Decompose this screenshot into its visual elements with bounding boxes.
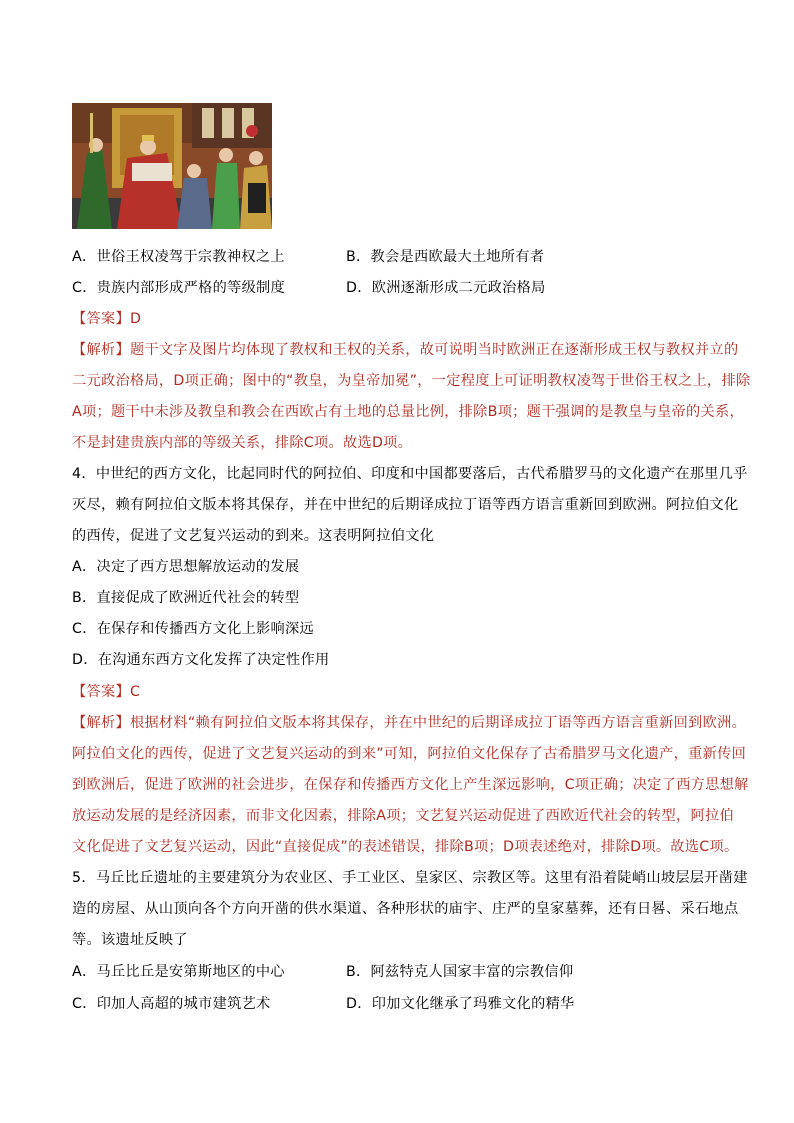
q4-stem-line-3: 的西传，促进了文艺复兴运动的到来。这表明阿拉伯文化 xyxy=(72,528,435,544)
q3-analysis-line-2: 二元政治格局，D项正确；图中的“教皇，为皇帝加冕”，一定程度上可证明教权凌驾于世俗王权之上，排除 xyxy=(72,373,751,389)
q4-option-c: C．在保存和传播西方文化上影响深远 xyxy=(72,621,315,637)
coronation-painting-image xyxy=(72,103,272,229)
q4-option-a: A．决定了西方思想解放运动的发展 xyxy=(72,559,300,575)
q5-stem-line-1: 5．马丘比丘遗址的主要建筑分为农业区、手工业区、皇家区、宗教区等。这里有沿着陡峭山坡层层开凿建 xyxy=(72,870,748,886)
q3-option-b: B．教会是西欧最大土地所有者 xyxy=(346,249,545,265)
q4-analysis-line-4: 放运动发展的是经济因素，而非文化因素，排除A项；文艺复兴运动促进了西欧近代社会的转型，阿拉伯 xyxy=(72,808,734,824)
analysis-label: 【解析】 xyxy=(72,715,130,731)
q5-stem-line-3: 等。该遗址反映了 xyxy=(72,932,188,948)
q3-answer xyxy=(72,309,732,329)
q3-option-c: C．贵族内部形成严格的等级制度 xyxy=(72,280,286,296)
q3-analysis-line-3: A项；题干中未涉及教皇和教会在西欧占有土地的总量比例，排除B项；题干强调的是教皇与皇帝的关系， xyxy=(72,404,744,420)
answer-label: 【答案】 xyxy=(72,684,130,700)
answer-value: D xyxy=(129,311,142,327)
q4-analysis-line-2: 阿拉伯文化的西传，促进了文艺复兴运动的到来”可知，阿拉伯文化保存了古希腊罗马文化遗产，重新传回 xyxy=(72,746,747,762)
q4-analysis-line-3: 到欧洲后，促进了欧洲的社会进步，在保存和传播西方文化上产生深远影响，C项正确；决定了西方思想解 xyxy=(72,777,749,793)
q5-option-a: A．马丘比丘是安第斯地区的中心 xyxy=(72,964,285,980)
q5-stem-line-2: 造的房屋、从山顶向各个方向开凿的供水渠道、各种形状的庙宇、庄严的皇家墓葬，还有日晷、采石地点 xyxy=(72,901,739,917)
q3-analysis-line-4: 不是封建贵族内部的等级关系，排除C项。故选D项。 xyxy=(72,435,413,451)
q3-option-a: A．世俗王权凌驾于宗教神权之上 xyxy=(72,249,285,265)
q4-answer xyxy=(72,682,732,702)
q4-stem-line-2: 灭尽，赖有阿拉伯文版本将其保存，并在中世纪的后期译成拉丁语等西方语言重新回到欧洲。阿拉伯文化 xyxy=(72,497,739,513)
analysis-label: 【解析】 xyxy=(72,342,130,358)
answer-label: 【答案】 xyxy=(72,311,130,327)
q5-option-b: B．阿兹特克人国家丰富的宗教信仰 xyxy=(346,964,574,980)
q5-option-d: D．印加文化继承了玛雅文化的精华 xyxy=(346,996,575,1012)
coronation-painting-illustration xyxy=(72,103,272,229)
q4-analysis-line-5: 文化促进了文艺复兴运动，因此“直接促成”的表述错误，排除B项；D项表述绝对，排除D项。故选C项。 xyxy=(72,839,739,855)
q3-option-d: D．欧洲逐渐形成二元政治格局 xyxy=(346,280,546,296)
q4-stem-line-1: 4．中世纪的西方文化，比起同时代的阿拉伯、印度和中国都要落后，古代希腊罗马的文化遗产在那里几乎 xyxy=(72,466,748,482)
answer-value: C xyxy=(129,684,141,700)
q4-analysis-line-1: 【解析】根据材料“赖有阿拉伯文版本将其保存，并在中世纪的后期译成拉丁语等西方语言重新回到欧洲。 xyxy=(72,715,747,731)
q4-option-b: B．直接促成了欧洲近代社会的转型 xyxy=(72,590,300,606)
q3-analysis-line-1: 【解析】题干文字及图片均体现了教权和王权的关系，故可说明当时欧洲正在逐渐形成王权与教权并立的 xyxy=(72,342,739,358)
q4-option-d: D．在沟通东西方文化发挥了决定性作用 xyxy=(72,652,330,668)
q5-option-c: C．印加人高超的城市建筑艺术 xyxy=(72,996,271,1012)
